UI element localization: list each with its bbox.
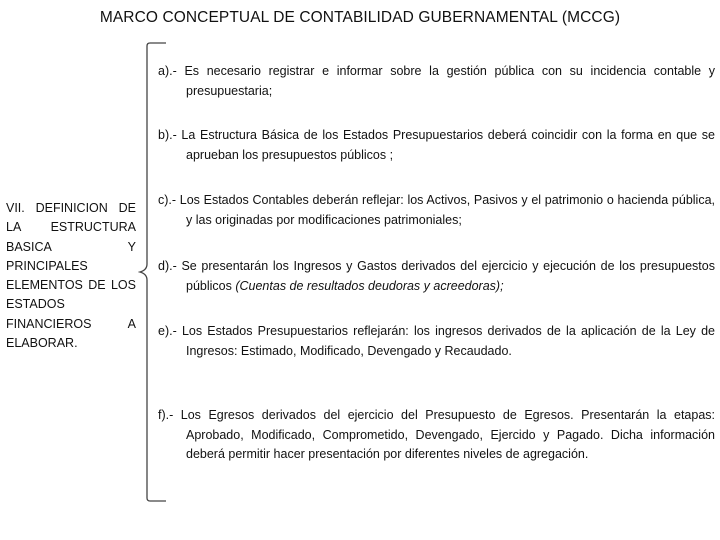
list-item-prefix: c).- [158, 193, 180, 207]
list-item-prefix: f).- [158, 408, 181, 422]
list-item-c [158, 191, 715, 230]
list-item-text: Los Estados Contables deberán reflejar: los Activos, Pasivos y el patrimonio o hacienda pública, y las originadas por modificaciones patrimoniales; [179, 193, 715, 227]
list-item-prefix: e).- [158, 324, 182, 338]
list-item-f [158, 406, 715, 465]
page-title: MARCO CONCEPTUAL DE CONTABILIDAD GUBERNAMENTAL (MCCG) [99, 9, 621, 26]
list-item-prefix: b).- [158, 128, 182, 142]
list-item-e [158, 322, 715, 361]
list-item-text: Los Estados Presupuestarios reflejarán: los ingresos derivados de la aplicación de la Ley de Ingresos: Estimado, Modificado, Devengado y Recaudado. [181, 324, 716, 358]
list-item-text: Es necesario registrar e informar sobre la gestión pública con su incidencia contable y presupuestaria; [184, 64, 715, 98]
list-item-text: Los Egresos derivados del ejercicio del Presupuesto de Egresos. Presentarán la etapas: Aprobado, Modificado, Comprometido, Devengado, Ejercido y Pagado. Dicha información deberá permitir hacer presentación por diferentes niveles de agregación. [180, 408, 715, 461]
list-item-b [158, 126, 715, 165]
list-item-d [158, 257, 715, 296]
list-item-prefix: a).- [158, 64, 185, 78]
section-label: VII. DEFINICION DE LA ESTRUCTURA BASICA Y PRINCIPALES ELEMENTOS DE LOS ESTADOS FINANCIEROS A ELABORAR. [6, 201, 136, 351]
list-item-text: Se presentarán los Ingresos y Gastos derivados del ejercicio y ejecución de los presupuestos públicos [181, 259, 715, 293]
list-item-a [158, 62, 715, 101]
list-item-prefix: d).- [158, 259, 182, 273]
list-item-text: La Estructura Básica de los Estados Presupuestarios deberá coincidir con la forma en que se aprueban los presupuestos públicos ; [181, 128, 715, 162]
list-item-italic-text: (Cuentas de resultados deudoras y acreedoras); [235, 278, 504, 293]
